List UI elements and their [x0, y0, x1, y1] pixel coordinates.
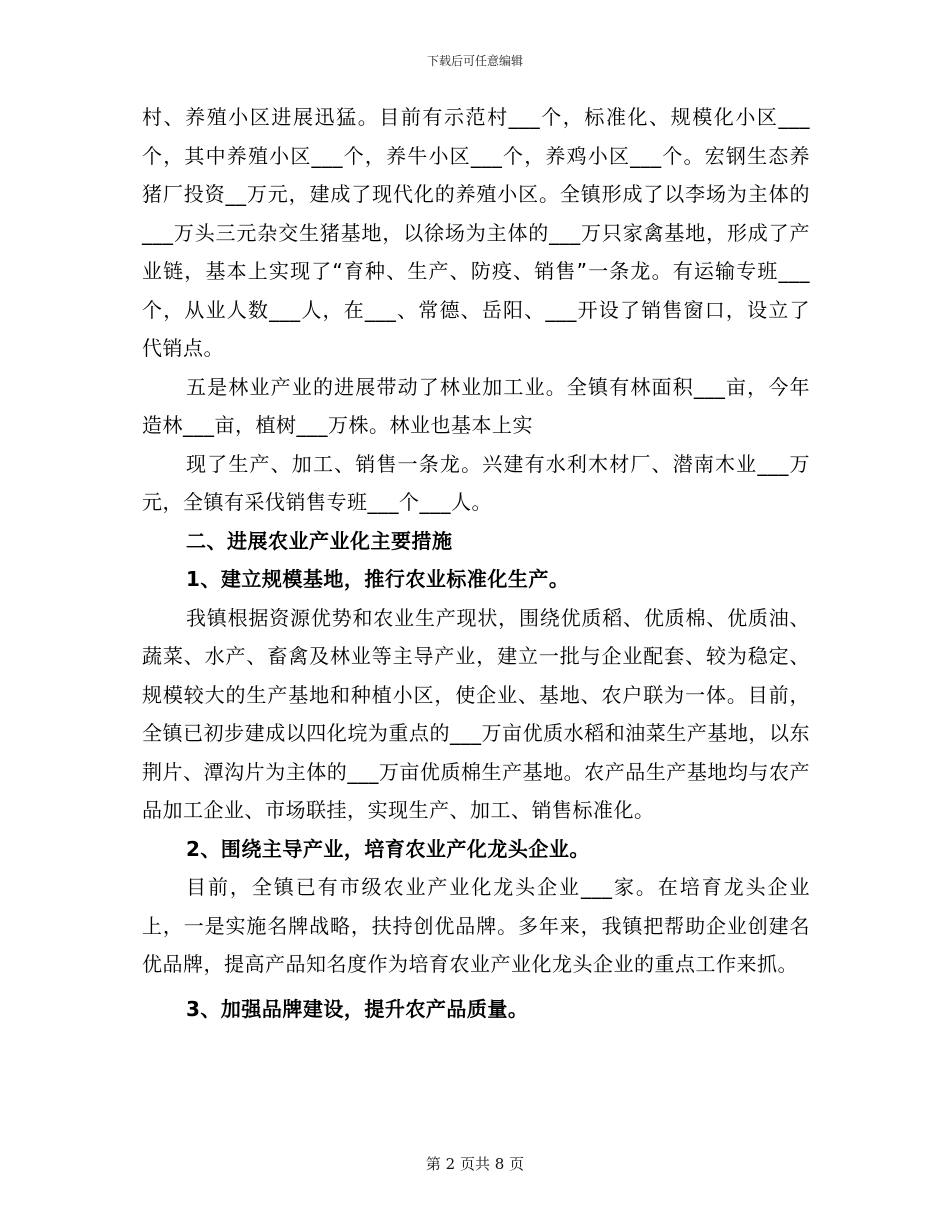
subheading-2: 2、围绕主导产业，培育农业产化龙头企业。 — [186, 836, 590, 861]
paragraph-forestry: 五是林业产业的进展带动了林业加工业。全镇有林面积___亩，今年造林___亩，植树___万株。林业也基本上实 — [142, 374, 810, 437]
paragraph-livestock: 村、养殖小区进展迅猛。目前有示范村___个，标准化、规模化小区___个，其中养殖小区___个，养牛小区___个，养鸡小区___个。宏钢生态养猪厂投资__万元，建成了现代化的养殖小区。全镇形成了以李场为主体的___万头三元杂交生猪基地，以徐场为主体的___万只家禽基地，形成了产业链，基本上实现了“育种、生产、防疫、销售”一条龙。有运输专班___个，从业人数___人，在___、常德、岳阳、___开设了销售窗口，设立了代销点。 — [142, 105, 810, 360]
page-header: 下载后可任意编辑 — [426, 54, 523, 68]
page-footer: 第 2 页共 8 页 — [425, 1155, 525, 1173]
subheading-1: 1、建立规模基地，推行农业标准化生产。 — [186, 567, 570, 591]
paragraph-leading-enterprises: 目前，全镇已有市级农业产业化龙头企业___家。在培育龙头企业上，一是实施名牌战略，扶持创优品牌。多年来，我镇把帮助企业创建名优品牌，提高产品知名度作为培育农业产业化龙头企业的重点工作来抓。 — [142, 875, 810, 976]
section-heading-measures: 二、进展农业产业化主要措施 — [186, 528, 453, 553]
paragraph-base-construction: 我镇根据资源优势和农业生产现状，围绕优质稻、优质棉、优质油、蔬菜、水产、畜禽及林业等主导产业，建立一批与企业配套、较为稳定、规模较大的生产基地和种植小区，使企业、基地、农户联为一体。目前，全镇已初步建成以四化垸为重点的___万亩优质水稻和油菜生产基地，以东荆片、潭沟片为主体的___万亩优质棉生产基地。农产品生产基地均与农产品加工企业、市场联挂，实现生产、加工、销售标准化。 — [142, 605, 810, 822]
paragraph-forestry-continued: 现了生产、加工、销售一条龙。兴建有水利木材厂、潜南木业___万元，全镇有采伐销售专班___个___人。 — [142, 451, 810, 514]
document-body — [142, 98, 810, 1028]
subheading-3: 3、加强品牌建设，提升农产品质量。 — [186, 996, 529, 1021]
